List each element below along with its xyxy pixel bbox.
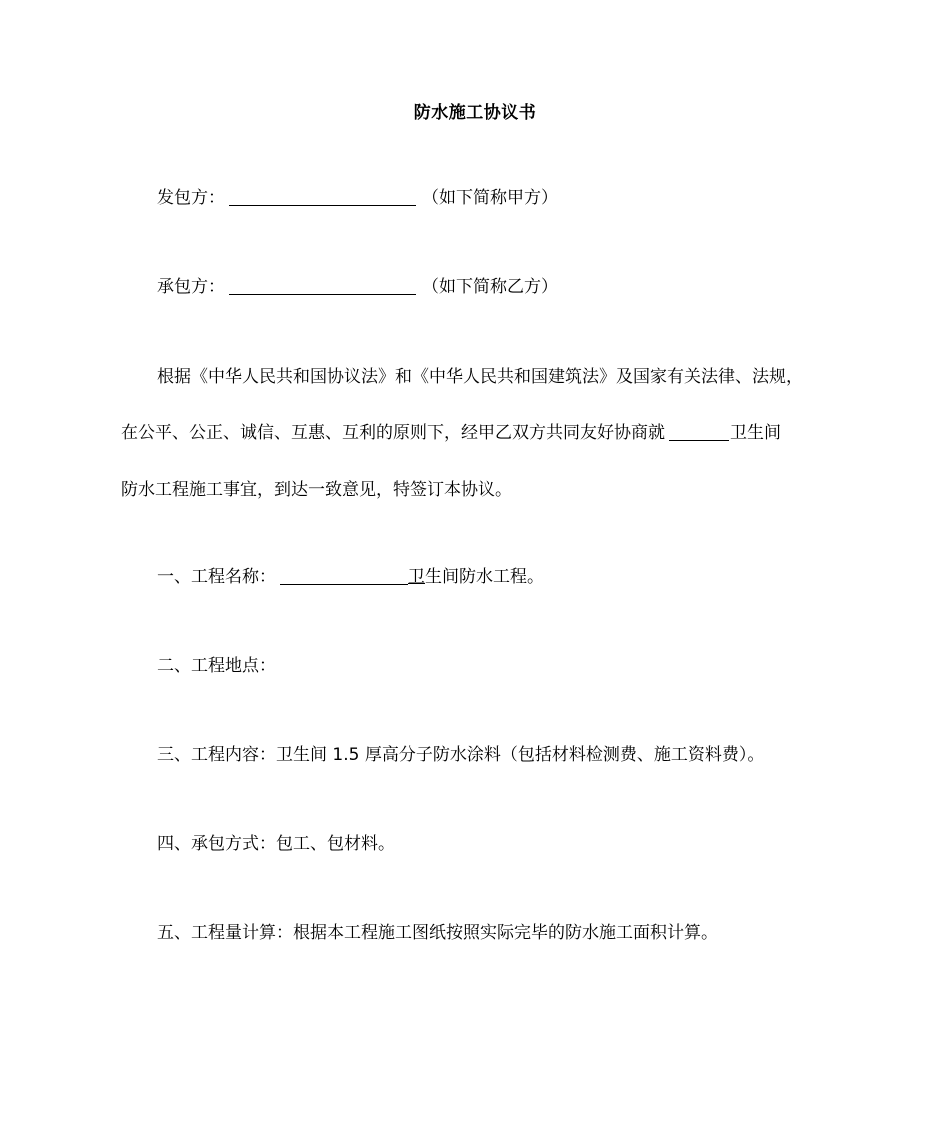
item-project-content: 三、工程内容：卫生间 1.5 厚高分子防水涂料（包括材料检测费、施工资料费）。 [157, 745, 765, 765]
project-reference-blank[interactable] [669, 422, 729, 441]
item-1-rest: 生间防水工程。 [425, 567, 544, 587]
item-1-label: 一、工程名称： [157, 567, 276, 587]
party-b-label: 承包方： [157, 277, 225, 297]
party-a-blank[interactable] [229, 187, 416, 206]
party-a-label: 发包方： [157, 188, 225, 208]
party-b-line [157, 275, 558, 299]
preamble-line-2 [121, 421, 781, 445]
document-title: 防水施工协议书 [413, 103, 537, 123]
party-a-suffix: （如下简称甲方） [422, 188, 558, 208]
item-1-underlined: 卫 [408, 567, 425, 587]
preamble-line-1: 根据《中华人民共和国协议法》和《中华人民共和国建筑法》及国家有关法律、法规， [157, 367, 803, 387]
item-quantity-calculation: 五、工程量计算：根据本工程施工图纸按照实际完毕的防水施工面积计算。 [157, 923, 718, 943]
party-a-line [157, 186, 558, 210]
party-b-blank[interactable] [229, 276, 416, 295]
project-name-blank[interactable] [280, 566, 408, 585]
preamble-line-3: 防水工程施工事宜，到达一致意见，特签订本协议。 [121, 480, 512, 500]
item-contract-method: 四、承包方式：包工、包材料。 [157, 834, 395, 854]
preamble-line-2-end: 卫生间 [730, 423, 781, 443]
party-b-suffix: （如下简称乙方） [422, 277, 558, 297]
item-project-location: 二、工程地点： [157, 656, 276, 676]
preamble-line-2-text: 在公平、公正、诚信、互惠、互利的原则下，经甲乙双方共同友好协商就 [121, 423, 665, 443]
item-project-name [157, 565, 544, 589]
